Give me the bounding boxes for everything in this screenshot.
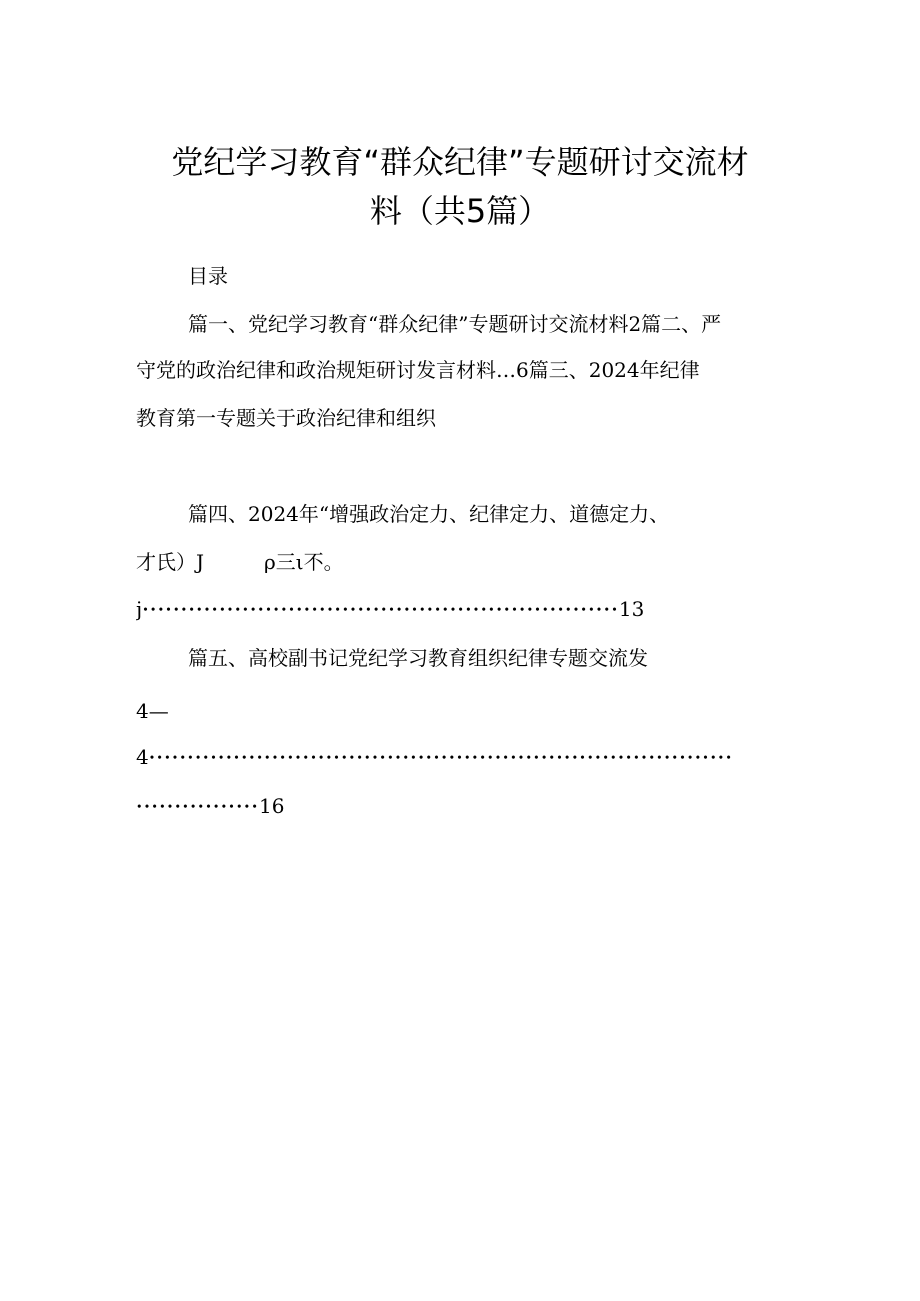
- toc-entry-1-line-3: 教育第一专题关于政治纪律和组织: [136, 406, 436, 430]
- toc-entry-4-prefix: j: [136, 597, 143, 621]
- toc-heading: 目录: [188, 264, 228, 288]
- toc-entry-5-dot-leader: ••••••••••••••••••••••••••••••••••••••••••••••••••••••••••••••••••••••••••••: [148, 751, 734, 765]
- toc-entry-4-leader-row: [136, 595, 736, 625]
- toc-entry-4-dot-leader: ••••••••••••••••••••••••••••••••••••••••••••••••••••••••••••••: [142, 603, 619, 617]
- toc-entry-4-line-2: 才氏）J ρ三ι不。: [136, 550, 344, 574]
- toc-entry-1-line-2: 守党的政治纪律和政治规矩研讨发言材料…6篇三、2024年纪律: [136, 358, 700, 382]
- document-title-line-1: 党纪学习教育“群众纪律”专题研讨交流材: [171, 143, 749, 181]
- toc-entry-5-leader-row-1: [136, 743, 786, 773]
- toc-entry-4-line-1: 篇四、2024年“增强政治定力、纪律定力、道德定力、: [188, 502, 670, 526]
- toc-entry-1-line-1: 篇一、党纪学习教育“群众纪律”专题研讨交流材料2篇二、严: [188, 312, 722, 336]
- toc-entry-4-page-number: 13: [618, 597, 645, 621]
- toc-entry-5-leader-row-2: [136, 792, 436, 822]
- toc-entry-5-line-2: 4—: [136, 699, 169, 723]
- document-title-line-2: 料（共5篇）: [369, 192, 551, 230]
- toc-entry-5-prefix: 4: [136, 745, 149, 769]
- toc-entry-5-dot-leader-continued: ••••••••••••••••: [136, 800, 260, 814]
- toc-entry-5-line-1: 篇五、高校副书记党纪学习教育组织纪律专题交流发: [188, 646, 648, 670]
- toc-entry-5-page-number: 16: [259, 794, 285, 818]
